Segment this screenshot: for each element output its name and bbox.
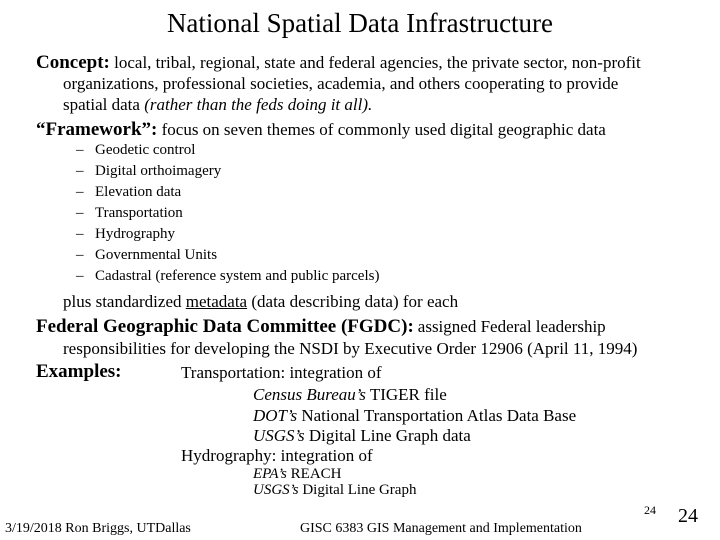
concept-text-3-italic: (rather than the feds doing it all).	[144, 95, 373, 114]
metadata-line	[63, 292, 458, 312]
example-reach-agency: EPA’s	[253, 466, 287, 482]
theme-label: Cadastral (reference system and public parcels)	[95, 268, 380, 284]
transportation-heading: Transportation: integration of	[181, 363, 382, 382]
concept-label: Concept:	[36, 52, 110, 73]
example-dlg-text: Digital Line Graph data	[304, 426, 471, 445]
example-dot-text: National Transportation Atlas Data Base	[297, 406, 577, 425]
bullet-dash: –	[76, 205, 84, 221]
example-reach	[253, 466, 342, 483]
concept-text-3: spatial data	[63, 95, 145, 114]
example-reach-text: REACH	[286, 466, 342, 482]
footer-course: GISC 6383 GIS Management and Implementation	[300, 521, 582, 536]
fgdc-line-1	[36, 316, 606, 338]
theme-label: Elevation data	[95, 184, 182, 200]
theme-label: Digital orthoimagery	[95, 163, 222, 179]
example-dot-agency: DOT’s	[253, 406, 298, 425]
fgdc-line-2: responsibilities for developing the NSDI by Executive Order 12906 (April 11, 1994)	[63, 339, 638, 358]
framework-line	[36, 119, 606, 141]
slide-title: National Spatial Data Infrastructure	[166, 8, 554, 38]
example-tiger	[253, 385, 447, 405]
fgdc-text-1: assigned Federal leadership	[417, 317, 606, 336]
bullet-dash: –	[76, 142, 84, 158]
metadata-link[interactable]: metadata	[185, 292, 248, 311]
theme-label: Geodetic control	[95, 142, 196, 158]
examples-label: Examples:	[36, 361, 122, 382]
page-number: 24	[678, 505, 698, 527]
bullet-dash: –	[76, 247, 84, 263]
example-tiger-agency: Census Bureau’s	[253, 385, 366, 404]
footer-date-author: 3/19/2018 Ron Briggs, UTDallas	[5, 521, 191, 536]
hydrography-heading: Hydrography: integration of	[181, 446, 373, 465]
example-usgs-dlg-agency: USGS’s	[253, 482, 299, 498]
framework-text: focus on seven themes of commonly used digital geographic data	[161, 120, 606, 139]
concept-line-2: organizations, professional societies, academia, and others cooperating to provide	[63, 74, 619, 93]
example-tiger-text: TIGER file	[365, 385, 447, 404]
framework-label: “Framework”:	[36, 119, 158, 140]
concept-text-1: local, tribal, regional, state and federal agencies, the private sector, non-profit	[114, 53, 641, 72]
theme-label: Hydrography	[95, 226, 175, 242]
example-usgs-dlg	[253, 482, 416, 499]
theme-label: Transportation	[95, 205, 183, 221]
example-dlg	[253, 426, 471, 446]
example-usgs-dlg-text: Digital Line Graph	[298, 482, 417, 498]
concept-line-1	[36, 52, 641, 74]
concept-line-3	[63, 95, 372, 115]
theme-label: Governmental Units	[95, 247, 218, 263]
footer-page-small: 24	[644, 503, 656, 517]
example-dlg-agency: USGS’s	[253, 426, 305, 445]
bullet-dash: –	[76, 184, 84, 200]
bullet-dash: –	[76, 268, 84, 284]
bullet-dash: –	[76, 163, 84, 179]
fgdc-label: Federal Geographic Data Committee (FGDC):	[36, 316, 414, 337]
metadata-after: (data describing data) for each	[247, 292, 459, 311]
example-dot	[253, 406, 576, 426]
bullet-dash: –	[76, 226, 84, 242]
metadata-before: plus standardized	[63, 292, 186, 311]
